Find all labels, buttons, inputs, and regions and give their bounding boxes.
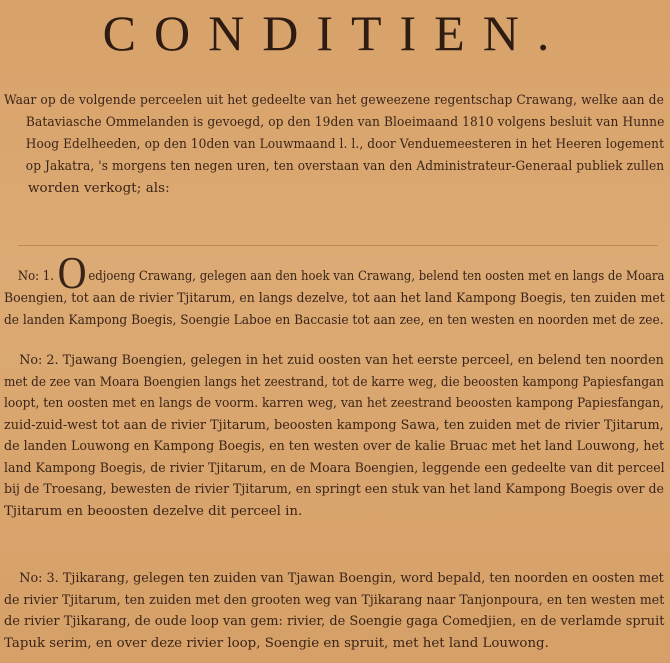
parcel-number: No: 3. xyxy=(19,571,59,586)
page-title: CONDITIEN. xyxy=(102,5,568,61)
parcel-line: loopt, ten oosten met en langs de voorm. karren weg, van het zeestrand beoosten kampong Papiesfangan, xyxy=(4,396,665,411)
drop-cap: O xyxy=(57,247,87,298)
parcel-line: de landen Louwong en Kampong Boegis, en ten westen over de kalie Bruac met het land Louwong, het xyxy=(4,439,665,454)
parcel-line: Tjitarum en beoosten dezelve dit perceel in. xyxy=(4,503,303,519)
divider xyxy=(18,245,658,246)
intro-paragraph xyxy=(4,90,664,200)
intro-line: Bataviasche Ommelanden is gevoegd, op den 19den van Bloeimaand 1810 volgens besluit van Hunne xyxy=(25,115,665,130)
parcel-2 xyxy=(4,350,666,522)
parcel-2-line-1: No: 2. Tjawang Boengien, gelegen in het zuid oosten van het eerste perceel, en belend ten noorden xyxy=(4,350,634,372)
parcel-1-line-1: No: 1. O edjoeng Crawang, gelegen aan den hoek van Crawang, belend ten oosten met en langs de Moara xyxy=(4,258,581,288)
intro-line: worden verkogt; als: xyxy=(28,181,170,196)
parcel-line: zuid-zuid-west tot aan de rivier Tjitarum, beoosten kampong Sawa, ten zuiden met de rivier Tjitarum, xyxy=(4,417,664,433)
parcel-number: No: 1. xyxy=(17,269,54,284)
intro-line: Waar op de volgende perceelen uit het gedeelte van het geweezene regentschap Crawang, welke aan de xyxy=(4,93,664,108)
parcel-number: No: 2. xyxy=(19,353,59,368)
parcel-3-line-1: No: 3. Tjikarang, gelegen ten zuiden van Tjawan Boengin, word bepald, ten noorden en oosten met xyxy=(4,568,636,590)
intro-line: op Jakatra, 's morgens ten negen uren, ten overstaan van den Administrateur-Generaal publiek zullen xyxy=(25,159,665,174)
intro-line: Hoog Edelheeden, op den 10den van Louwmaand l. l., door Venduemeesteren in het Heeren logement xyxy=(25,137,665,152)
parcel-line: met de zee van Moara Boengien langs het zeestrand, tot de karre weg, die beoosten kampong Papiesfangan xyxy=(4,374,664,390)
parcel-line: Boengien, tot aan de rivier Tjitarum, en langs dezelve, tot aan het land Kampong Boegis, ten zuiden met xyxy=(4,291,665,306)
parcel-line: Tapuk serim, en over deze rivier loop, Soengie en spruit, met het land Louwong. xyxy=(4,635,549,651)
parcel-3 xyxy=(4,568,666,654)
parcel-line: de rivier Tjikarang, de oude loop van gem: rivier, de Soengie gaga Comedjien, en de verlamde spruit xyxy=(4,614,665,629)
parcel-line: de landen Kampong Boegis, Soengie Laboe en Baccasie tot aan zee, en ten westen en noorden met de zee. xyxy=(4,312,664,328)
parcel-line: de rivier Tjitarum, ten zuiden met den grooten weg van Tjikarang naar Tanjonpoura, en ten westen met xyxy=(4,592,665,608)
parcel-line: land Kampong Boegis, de rivier Tjitarum, en de Moara Boengien, leggende een gedeelte van dit perceel xyxy=(4,460,665,476)
parcel-1 xyxy=(4,247,666,331)
parcel-line: bij de Troesang, bewesten de rivier Tjitarum, en springt een stuk van het land Kampong Boegis over de xyxy=(4,482,664,497)
